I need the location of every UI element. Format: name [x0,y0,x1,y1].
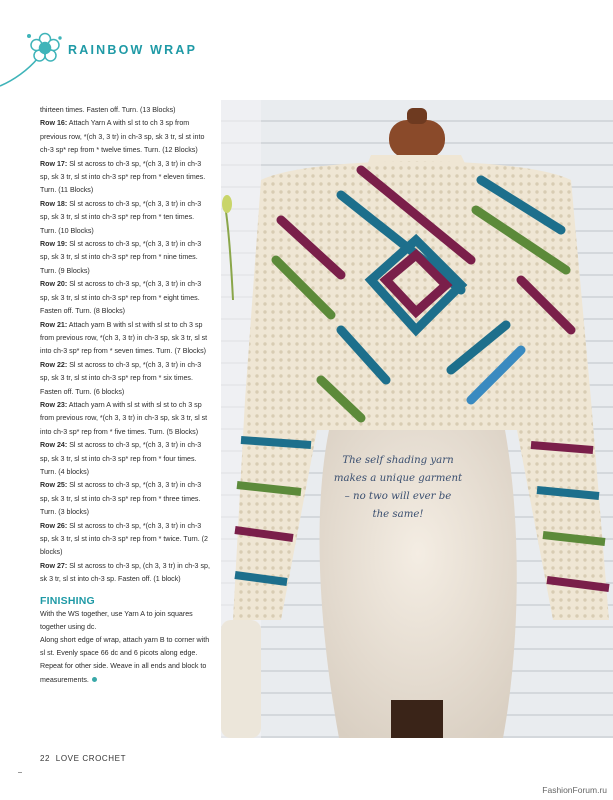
page-footer [40,754,126,763]
watermark: FashionForum.ru [542,785,607,795]
caption-line: makes a unique garment [333,473,463,484]
pattern-rows [40,117,212,586]
row-instructions: Sl st across to ch-3 sp, *(ch 3, 3 tr) in ch-3 sp, sk 3 tr, sl st into ch-3 sp* rep from * eleven times. Turn. (11 Blocks) [40,159,206,195]
pattern-row [40,238,212,278]
row-label: Row 21: [40,320,68,329]
row-instructions: Attach yarn A with sl st with sl st to ch 3 sp from previous row, *(ch 3, 3 tr) in ch-3 sp, sk 3 tr, sl st into ch-3 sp* rep from * five times. Turn. (5 Blocks) [40,400,208,436]
row-instructions: Sl st across to ch-3 sp, (ch 3, 3 tr) in ch-3 sp, sk 3 tr, sl st into ch-3 sp. Fasten off. (1 block) [40,561,210,584]
pattern-row [40,399,212,439]
pattern-row [40,278,212,318]
row-instructions: Sl st across to ch-3 sp, *(ch 3, 3 tr) in ch-3 sp, sk 3 tr, sl st into ch-3 sp* rep from * four times. Turn. (4 blocks) [40,441,202,476]
row-label: Row 25: [40,481,68,490]
magazine-name: LOVE CROCHET [55,754,127,763]
pattern-column [40,104,212,687]
caption-line: the same! [372,509,424,520]
row-instructions: Sl st across to ch-3 sp, *(ch 3, 3 tr) in ch-3 sp, sk 3 tr, sl st into ch-3 sp* rep from * nine times. Turn. (9 Blocks) [40,240,202,275]
row-label: Row 26: [40,521,68,530]
pattern-row [40,198,212,238]
row-instructions: Sl st across to ch-3 sp, *(ch 3, 3 tr) in ch-3 sp, sk 3 tr, sl st into ch-3 sp* rep from * six times. Fasten off. Turn. (6 blocks) [40,360,202,396]
page-header [0,0,613,100]
finishing-paragraph: With the WS together, use Yarn A to join squares together using dc. [40,609,193,631]
row-instructions: Sl st across to ch-3 sp, *(ch 3, 3 tr) in ch-3 sp, sk 3 tr, sl st into ch-3 sp* rep from * ten times. Turn. (10 Blocks) [40,199,202,235]
photo-caption [313,452,483,524]
row-label: Row 16: [40,119,68,128]
row-instructions: Sl st across to ch-3 sp, *(ch 3, 3 tr) in ch-3 sp, sk 3 tr, sl st into ch-3 sp* rep from * eight times. Fasten off. Turn. (8 Blocks) [40,280,202,316]
row-label: Row 23: [40,400,68,409]
pattern-row [40,520,212,560]
pattern-row [40,158,212,198]
row-instructions: Attach yarn B with sl st with sl st to ch 3 sp from previous row, *(ch 3, 3 tr) in ch-3 sp, sk 3 tr, sl st into ch-3 sp* rep from * seven times. Turn. (7 Blocks) [40,320,208,356]
row-label: Row 27: [40,561,68,570]
caption-line: – no two will ever be [344,491,452,502]
row-label: Row 17: [40,159,68,168]
page-number: 22 [40,754,51,763]
pattern-row [40,359,212,399]
row-instructions: Sl st across to ch-3 sp, *(ch 3, 3 tr) in ch-3 sp, sk 3 tr, sl st into ch-3 sp* rep from * twice. Turn. (2 blocks) [40,521,208,557]
article-title: RAINBOW WRAP [68,43,198,57]
row-label: Row 22: [40,360,68,369]
pattern-intro: thirteen times. Fasten off. Turn. (13 Blocks) [40,106,176,114]
row-instructions: Sl st across to ch-3 sp, *(ch 3, 3 tr) in ch-3 sp, sk 3 tr, sl st into ch-3 sp* rep from * three times. Turn. (3 blocks) [40,481,202,517]
pattern-row [40,560,212,587]
row-label: Row 19: [40,240,68,249]
margin-mark [18,772,22,773]
pattern-row [40,319,212,359]
pattern-row [40,439,212,479]
row-label: Row 24: [40,441,68,450]
caption-line: The self shading yarn [342,455,454,466]
finishing-heading: FINISHING [40,594,95,607]
pattern-row [40,117,212,157]
pattern-row [40,479,212,519]
wrap-on-mannequin-image [221,100,613,738]
row-label: Row 20: [40,280,68,289]
row-label: Row 18: [40,199,68,208]
finishing-paragraph: Along short edge of wrap, attach yarn B to corner with sl st. Evenly space 66 dc and 6 picots along edge. Repeat for other side. Weave in all ends and block to measurements. [40,636,210,684]
row-instructions: Attach Yarn A with sl st to ch 3 sp from previous row, *(ch 3, 3 tr) in ch-3 sp, sk 3 tr, sl st into ch-3 sp* rep from * twelve times. Turn. (12 Blocks) [40,119,205,155]
end-mark-icon [92,677,97,682]
product-photo [221,100,613,738]
